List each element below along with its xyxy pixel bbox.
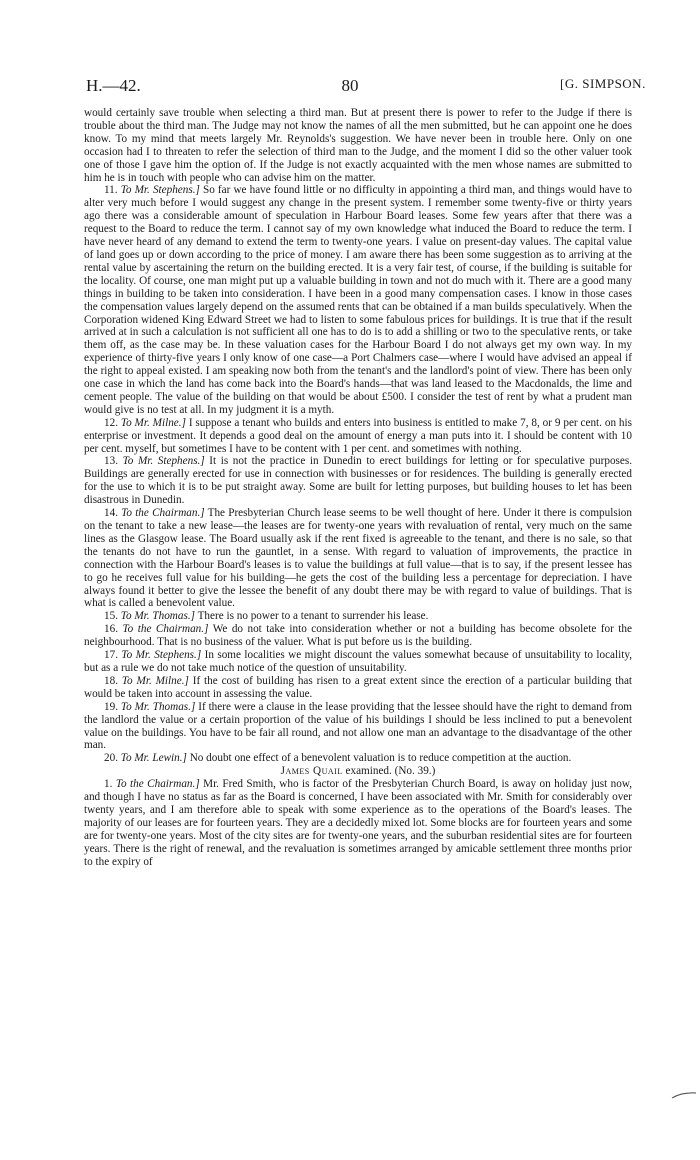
paragraph-text: There is no power to a tenant to surrender his lease. — [197, 610, 429, 623]
questioner: To the Chairman.] — [115, 778, 200, 791]
section-heading — [84, 765, 632, 778]
question-number: 20. — [104, 752, 118, 765]
paragraph-text: In some localities we might discount the values somewhat because of unsuitability to locality, but as a rule we do not take much notice of the question of unsuitability. — [84, 649, 633, 674]
question-number: 16. — [104, 623, 118, 636]
paragraph — [84, 610, 632, 623]
paragraph-text: Mr. Fred Smith, who is factor of the Presbyterian Church Board, is away on holiday just now, and though I have no status as far as the Board is concerned, I have been associated with Mr. Smith for considerably over twenty years, and I am therefore able to speak with some experience as to the operations of the Board's leases. The majority of our leases are for fourteen years. They are a decidedly mixed lot. Some blocks are for fourteen years and some are for twenty-one years. Most of the city sites are for twenty-one years, and the suburban residential sites are for fourteen years. There is the right of renewal, and the revaluation is sometimes arranged by amicable settlement three months prior to the expiry of — [84, 778, 633, 868]
questioner: To Mr. Milne.] — [121, 674, 189, 687]
witness-heading-number: (No. 39.) — [394, 765, 436, 778]
paragraph — [84, 507, 632, 610]
question-number: 11. — [104, 184, 118, 197]
question-number: 14. — [104, 507, 118, 520]
page-header — [0, 76, 700, 98]
paragraph-text: If there were a clause in the lease providing that the lessee should have the right to demand from the landlord the value or a certain proportion of the value of his buildings I should be less inclined to put a benevolent value on the buildings. You have to be fair all round, and not allow one man an advantage to the disadvantage of the other man. — [84, 700, 632, 752]
questioner: To Mr. Lewin.] — [120, 752, 187, 765]
paragraph — [84, 623, 632, 649]
paragraph — [84, 107, 632, 184]
witness-heading-suffix: examined. — [345, 765, 392, 778]
margin-pencil-mark — [670, 1090, 698, 1100]
question-number: 12. — [104, 416, 118, 429]
document-body — [84, 107, 632, 868]
questioner: To Mr. Thomas.] — [120, 700, 196, 713]
page-number: 80 — [341, 76, 359, 95]
paragraph — [84, 701, 632, 753]
paragraph-text: We do not take into consideration whether or not a building has become obsolete for the neighbourhood. That is no business of the valuer. What is put before us is the building. — [84, 623, 632, 649]
document-reference: H.—42. — [86, 76, 141, 95]
paragraph — [84, 778, 632, 868]
questioner: To Mr. Stephens.] — [120, 184, 200, 197]
paragraph — [84, 649, 632, 675]
questioner: To the Chairman.] — [121, 507, 205, 520]
paragraph-text: It is not the practice in Dunedin to erect buildings for letting or for speculative purposes. Buildings are generally erected for use in connection with businesses or for residences. The building is generally erected for the use to which it is to be put straight away. Some are built for letting purposes, but building houses to let has been disastrous in Dunedin. — [84, 455, 633, 507]
paragraph — [84, 184, 632, 416]
paragraph-text: I suppose a tenant who builds and enters into business is entitled to make 7, 8, or 9 per cent. on his enterprise or investment. It depends a good deal on the amount of energy a man puts into it. I should be content with 10 per cent. myself, but sometimes I have to be content with 1 per cent. and sometimes with nothing. — [84, 416, 632, 455]
paragraph-text: So far we have found little or no difficulty in appointing a third man, and things would have to alter very much before I would suggest any change in the present system. I remember some twenty-five or thirty years ago there was a considerable amount of speculation in Harbour Board leases. Some few years after that there was a request to the Board to reduce the term. I cannot say of my own knowledge what induced the Board to reduce the term. I have never heard of any demand to extend the term to twenty-one years. I value on present-day values. The capital value of land goes up or down according to the price of money. I am aware there has been some suggestion as to arriving at the rental value by ascertaining the return on the building erected. It is a very fair test, of course, if the building is suitable for the locality. Of course, one man might put up a valuable building in town and not do much with it. There are a good many things in building to be taken into consideration. I have been in a good many compensation cases. I know in those cases the compensation values largely depend on the assumed rents that can be obtained if a man builds speculatively. When the Corporation widened King Edward Street we had to listen to some fabulous prices for buildings. It is true that if the result arrived at in such a calculation is not sufficient all one has to do is to add a shilling or two to the speculative rents, or take them off, as the case may be. In these valuation cases for the Harbour Board I do not always get my own way. In my experience of thirty-five years I only know of one case—a Port Chalmers case—where I would have advised an appeal if the right to appeal existed. I am speaking now both from the tenant's and the landlord's point of view. There has been only one case in which the land has come back into the Board's hands—that was land leased to the Macdonalds, the lime and cement people. The value of the building on that would be about £500. I consider the test of rent by what a prudent man would give is no test at all. In my judgment it is a myth. — [84, 184, 633, 416]
paragraph-text: No doubt one effect of a benevolent valuation is to reduce competition at the auction. — [189, 752, 572, 765]
paragraph — [84, 675, 632, 701]
paragraph — [84, 417, 632, 456]
question-number: 17. — [104, 649, 118, 662]
paragraph — [84, 455, 632, 507]
testimony-block-simpson — [84, 107, 632, 765]
question-number: 18. — [104, 674, 118, 687]
question-number: 1. — [104, 778, 113, 791]
paragraph-text: If the cost of building has risen to a great extent since the erection of a particular building that would be taken into account in assessing the value. — [84, 674, 633, 700]
witness-name: [G. SIMPSON. — [560, 76, 646, 91]
question-number: 13. — [104, 455, 118, 468]
question-number: 15. — [104, 610, 118, 623]
questioner: To the Chairman.] — [122, 623, 209, 636]
paragraph — [84, 752, 632, 765]
paragraph-text: The Presbyterian Church lease seems to be well thought of here. Under it there is compulsion on the tenant to take a new lease—the leases are for twenty-one years with revaluation of rental, very much on the same lines as the Glasgow lease. The Board usually ask if the rent fixed is agreeable to the tenant, and there is no sale, so that the tenants do not have to run the gauntlet, in a sense. With regard to valuation of improvements, the practice in connection with the Harbour Board's leases is to value the buildings at full value—that is to say, if the present lessee has to go he receives full value for his building—he gets the cost of the building less a percentage for depreciation. I have always found it better to give the lessee the benefit of any doubt there may be with regard to value of buildings. That is what is called a benevolent value. — [84, 507, 632, 610]
question-number: 19. — [104, 700, 118, 713]
paragraph-text: would certainly save trouble when selecting a third man. But at present there is power to refer to the Judge if there is trouble about the third man. The Judge may not know the names of all the men submitted, but he can appoint one he does know. To my mind that meets largely Mr. Reynolds's suggestion. We have never been in trouble here. Only on one occasion had I to threaten to refer the selection of third man to the Judge, and the moment I did so the other valuer took one of those I gave him the option of. If the Judge is not exactly acquainted with the men whose names are submitted to him he is in touch with people who can advise him on the matter. — [84, 107, 632, 184]
testimony-block-quail — [84, 778, 632, 868]
questioner: To Mr. Stephens.] — [122, 455, 205, 468]
questioner: To Mr. Stephens.] — [121, 649, 202, 662]
questioner: To Mr. Milne.] — [120, 416, 186, 429]
witness-heading-name: James Quail — [280, 765, 343, 778]
questioner: To Mr. Thomas.] — [120, 610, 195, 623]
